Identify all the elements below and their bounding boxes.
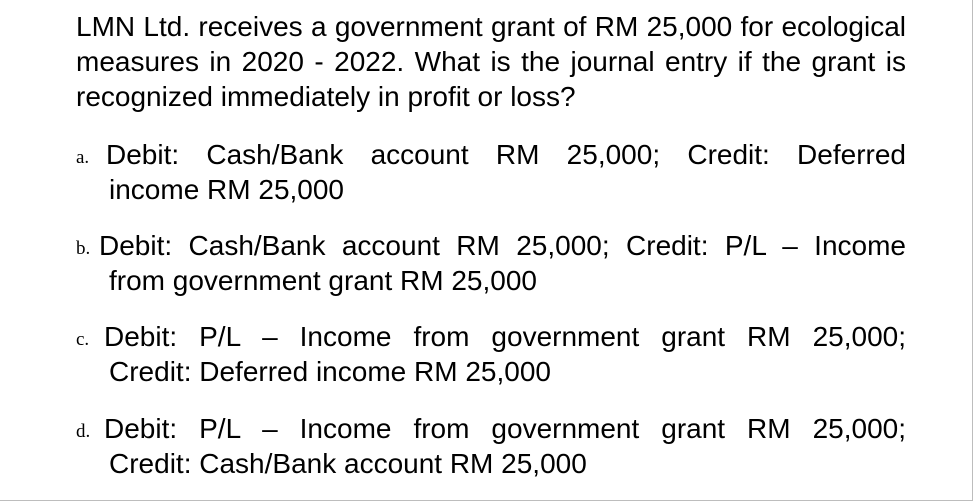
option-b-line-2: from government grant RM 25,000 bbox=[109, 265, 537, 296]
option-b-marker: b. bbox=[76, 238, 91, 259]
option-a-line-2: income RM 25,000 bbox=[109, 174, 345, 205]
option-a-marker: a. bbox=[76, 147, 90, 168]
option-c-line-2: Credit: Deferred income RM 25,000 bbox=[109, 356, 551, 387]
option-a-line-1: Debit: Cash/Bank account RM 25,000; Credit: Deferred bbox=[106, 139, 906, 170]
option-c-line-1: Debit: P/L – Income from government grant RM 25,000; bbox=[104, 321, 906, 352]
question-text: LMN Ltd. receives a government grant of RM 25,000 for ecological measures in 2020 - 2022. What is the journal entry if the grant is recognized immediately in profit or loss? bbox=[76, 11, 906, 112]
option-c-marker: c. bbox=[76, 329, 90, 350]
option-b-line-1: Debit: Cash/Bank account RM 25,000; Credit: P/L – Income bbox=[99, 230, 906, 261]
option-d-line-2: Credit: Cash/Bank account RM 25,000 bbox=[109, 448, 587, 479]
option-d-line-1: Debit: P/L – Income from government grant RM 25,000; bbox=[104, 413, 906, 444]
option-d-marker: d. bbox=[76, 421, 91, 442]
